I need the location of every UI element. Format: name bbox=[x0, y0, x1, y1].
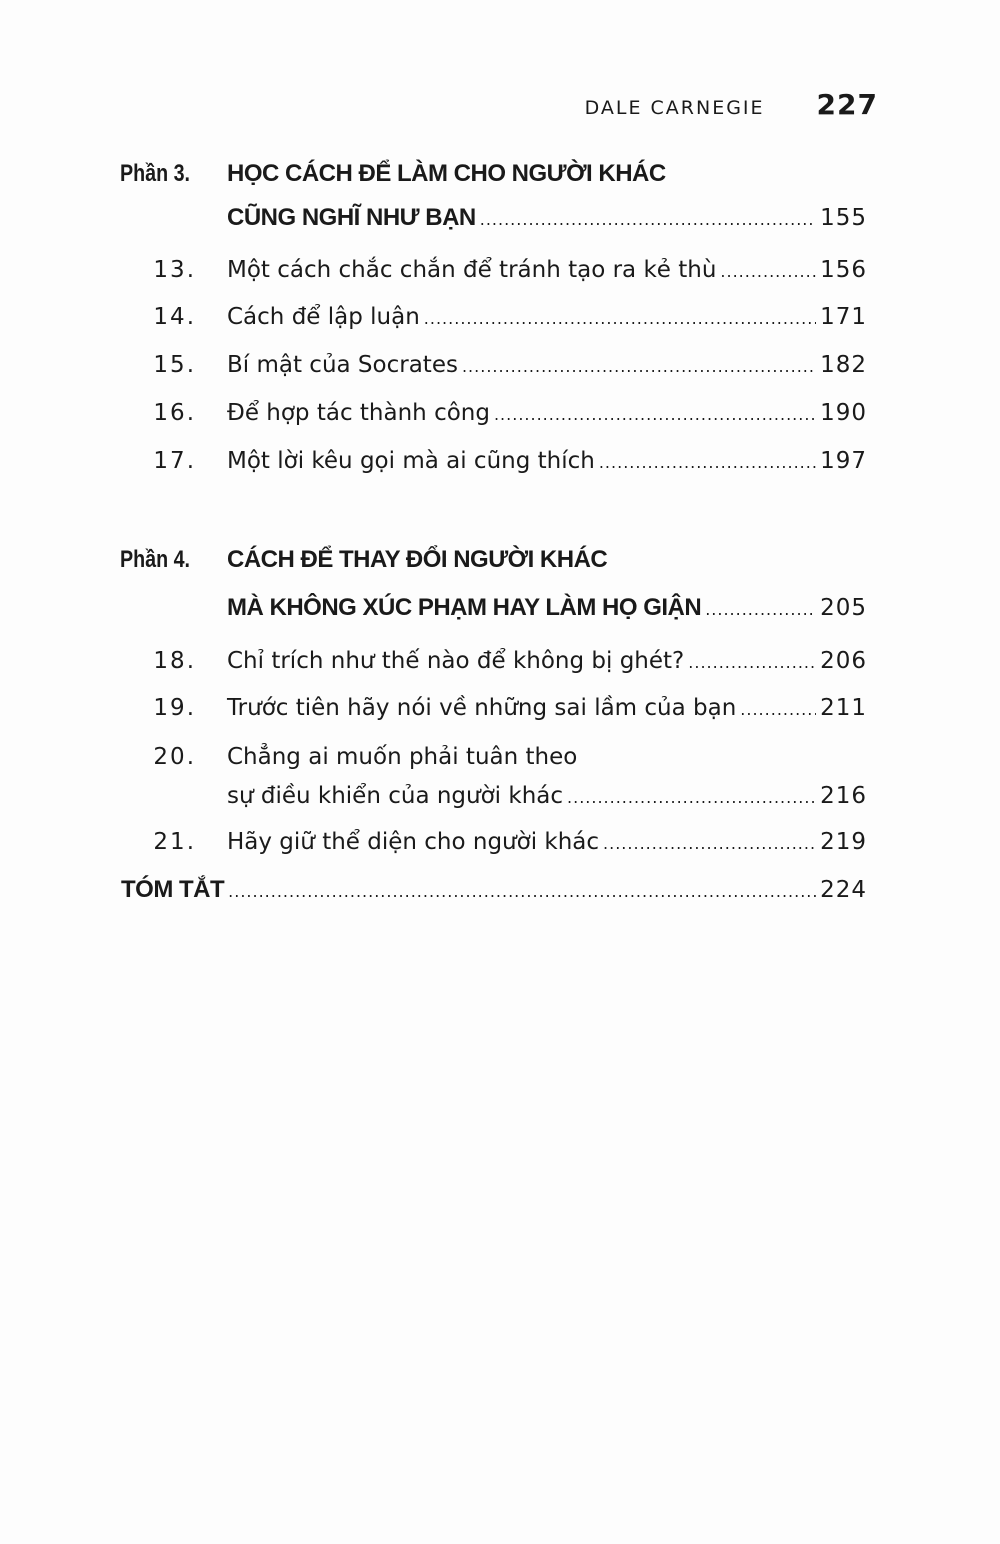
chapter-title: Chỉ trích như thế nào để không bị ghét? bbox=[227, 648, 685, 674]
chapter-page: 197 bbox=[820, 448, 867, 474]
part3-title-line2: CŨNG NGHĨ NHƯ BẠN bbox=[227, 204, 476, 231]
toc-entry bbox=[0, 744, 1000, 788]
dot-leader bbox=[688, 653, 816, 672]
chapter-number: 13. bbox=[153, 257, 196, 283]
dot-leader bbox=[599, 453, 816, 472]
chapter-title: Cách để lập luận bbox=[227, 304, 420, 330]
chapter-number: 14. bbox=[153, 304, 196, 330]
chapter-number: 16. bbox=[153, 400, 196, 426]
chapter-number: 18. bbox=[153, 648, 196, 674]
dot-leader bbox=[720, 262, 816, 281]
toc-entry bbox=[0, 352, 1000, 396]
dot-leader bbox=[494, 405, 816, 424]
chapter-number: 19. bbox=[153, 695, 196, 721]
part4-heading bbox=[0, 546, 1000, 590]
toc-entry bbox=[0, 648, 1000, 692]
chapter-page: 156 bbox=[820, 257, 867, 283]
chapter-page: 211 bbox=[820, 695, 867, 721]
running-header bbox=[585, 88, 878, 121]
dot-leader bbox=[567, 788, 816, 807]
chapter-number: 15. bbox=[153, 352, 196, 378]
toc-entry bbox=[0, 257, 1000, 301]
chapter-title: Một lời kêu gọi mà ai cũng thích bbox=[227, 448, 595, 474]
part3-title-line1: HỌC CÁCH ĐỂ LÀM CHO NGƯỜI KHÁC bbox=[227, 160, 666, 187]
chapter-title-line1: Chẳng ai muốn phải tuân theo bbox=[227, 744, 578, 770]
toc-entry-continuation bbox=[0, 783, 1000, 827]
summary-page: 224 bbox=[820, 877, 867, 903]
part3-heading bbox=[0, 160, 1000, 204]
chapter-number: 21. bbox=[153, 829, 196, 855]
dot-leader bbox=[480, 210, 816, 229]
part4-title-row bbox=[0, 594, 1000, 638]
chapter-title: Trước tiên hãy nói về những sai lầm của bạn bbox=[227, 695, 737, 721]
chapter-page: 206 bbox=[820, 648, 867, 674]
chapter-number: 20. bbox=[153, 744, 196, 770]
chapter-title: Bí mật của Socrates bbox=[227, 352, 458, 378]
dot-leader bbox=[603, 834, 816, 853]
part4-title-line2: MÀ KHÔNG XÚC PHẠM HAY LÀM HỌ GIẬN bbox=[227, 594, 702, 621]
chapter-page: 216 bbox=[820, 783, 867, 809]
dot-leader bbox=[228, 882, 816, 901]
toc-entry bbox=[0, 400, 1000, 444]
dot-leader bbox=[462, 357, 816, 376]
part4-title-line1: CÁCH ĐỂ THAY ĐỔI NGƯỜI KHÁC bbox=[227, 546, 608, 573]
dot-leader bbox=[740, 700, 816, 719]
toc-entry bbox=[0, 304, 1000, 348]
header-author: DALE CARNEGIE bbox=[584, 97, 765, 119]
part3-label: Phần 3. bbox=[120, 160, 190, 187]
summary-entry bbox=[0, 876, 1000, 920]
dot-leader bbox=[424, 309, 816, 328]
chapter-title-line2: sự điều khiển của người khác bbox=[227, 783, 564, 809]
summary-title: TÓM TẮT bbox=[121, 876, 225, 903]
part4-page: 205 bbox=[820, 595, 867, 621]
toc-entry bbox=[0, 448, 1000, 492]
part4-label: Phần 4. bbox=[120, 546, 190, 573]
dot-leader bbox=[705, 600, 816, 619]
toc-entry bbox=[0, 695, 1000, 739]
chapter-title: Một cách chắc chắn để tránh tạo ra kẻ thù bbox=[227, 257, 717, 283]
part3-page: 155 bbox=[820, 205, 867, 231]
header-page-number: 227 bbox=[816, 88, 878, 121]
chapter-title: Để hợp tác thành công bbox=[227, 400, 490, 426]
chapter-page: 219 bbox=[820, 829, 867, 855]
part3-title-row bbox=[0, 204, 1000, 248]
chapter-title: Hãy giữ thể diện cho người khác bbox=[227, 829, 600, 855]
chapter-number: 17. bbox=[153, 448, 196, 474]
chapter-page: 171 bbox=[820, 304, 867, 330]
toc-entry bbox=[0, 829, 1000, 873]
chapter-page: 190 bbox=[820, 400, 867, 426]
chapter-page: 182 bbox=[820, 352, 867, 378]
